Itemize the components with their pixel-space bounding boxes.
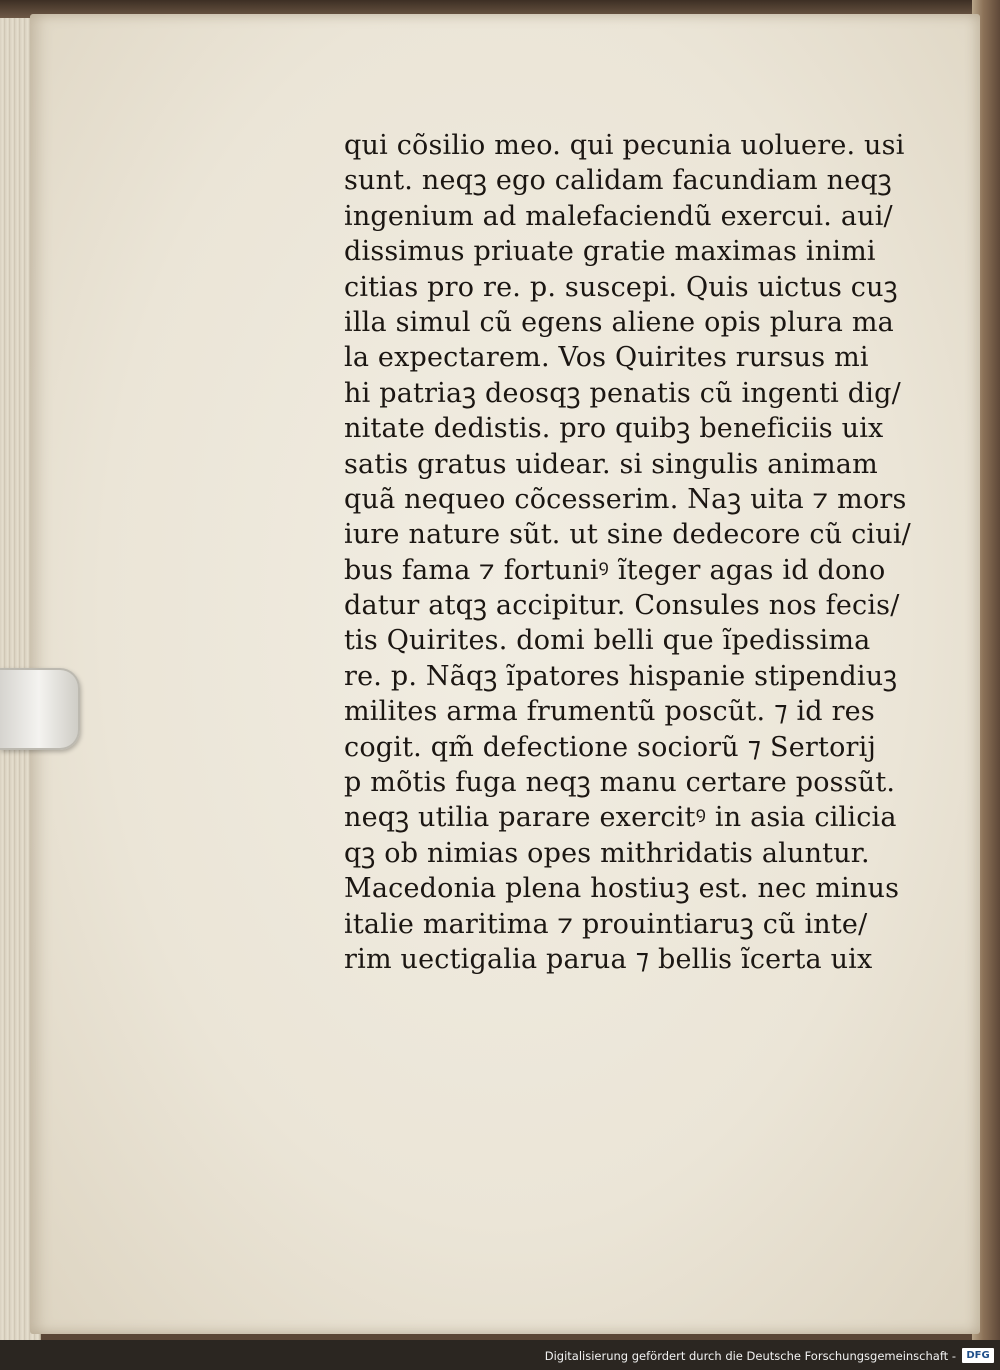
text-line: cogit. qm̃ defectione sociorũ ⁊ Sertorij xyxy=(344,731,877,763)
text-line: Macedonia plena hostiuꝫ est. nec minus xyxy=(344,873,900,905)
text-line: bus fama ⁊ fortuniꝰ ĩteger agas id dono xyxy=(344,554,886,586)
text-line: neqꝫ utilia parare exercitꝰ in asia cilicia xyxy=(344,802,897,834)
text-line: iure nature sũt. ut sine dedecore cũ ciui/ xyxy=(344,519,911,551)
funding-credit: Digitalisierung gefördert durch die Deutsche Forschungsgemeinschaft - xyxy=(544,1349,956,1363)
page-clip xyxy=(0,668,80,750)
text-line: italie maritima ⁊ prouintiaruꝫ cũ inte/ xyxy=(344,908,868,940)
text-line: quã nequeo cõcesserim. Naꝫ uita ⁊ mors xyxy=(344,483,907,515)
text-line: satis gratus uidear. si singulis animam xyxy=(344,448,878,480)
text-line: la expectarem. Vos Quirites rursus mi xyxy=(344,342,869,374)
text-line: re. p. Nãqꝫ ĩpatores hispanie stipendiuꝫ xyxy=(344,660,898,692)
text-line: datur atqꝫ accipitur. Consules nos fecis/ xyxy=(344,590,900,622)
text-line: tis Quirites. domi belli que ĩpedissima xyxy=(344,625,871,657)
text-line: illa simul cũ egens aliene opis plura ma xyxy=(344,306,894,338)
text-line: p mõtis fuga neqꝫ manu certare possũt. xyxy=(344,767,896,799)
dfg-logo: DFG xyxy=(962,1348,994,1363)
text-line: qui cõsilio meo. qui pecunia uoluere. usi xyxy=(344,130,905,161)
text-line: sunt. neqꝫ ego calidam facundiam neqꝫ xyxy=(344,165,892,197)
footer-bar xyxy=(0,1340,1000,1370)
text-line: nitate dedistis. pro quibꝫ beneficiis uix xyxy=(344,413,884,445)
text-line: ingenium ad malefaciendũ exercui. aui/ xyxy=(344,200,893,232)
text-line: qꝫ ob nimias opes mithridatis aluntur. xyxy=(344,837,870,869)
text-line: dissimus priuate gratie maximas inimi xyxy=(344,236,876,268)
text-line: hi patriaꝫ deosqꝫ penatis cũ ingenti dig/ xyxy=(344,377,901,409)
text-line: citias pro re. p. suscepi. Quis uictus cuꝫ xyxy=(344,271,898,303)
text-line: rim uectigalia parua ⁊ bellis ĩcerta uix xyxy=(344,943,873,975)
text-line: milites arma frumentũ poscũt. ⁊ id res xyxy=(344,696,875,728)
printed-text-block xyxy=(344,128,911,977)
